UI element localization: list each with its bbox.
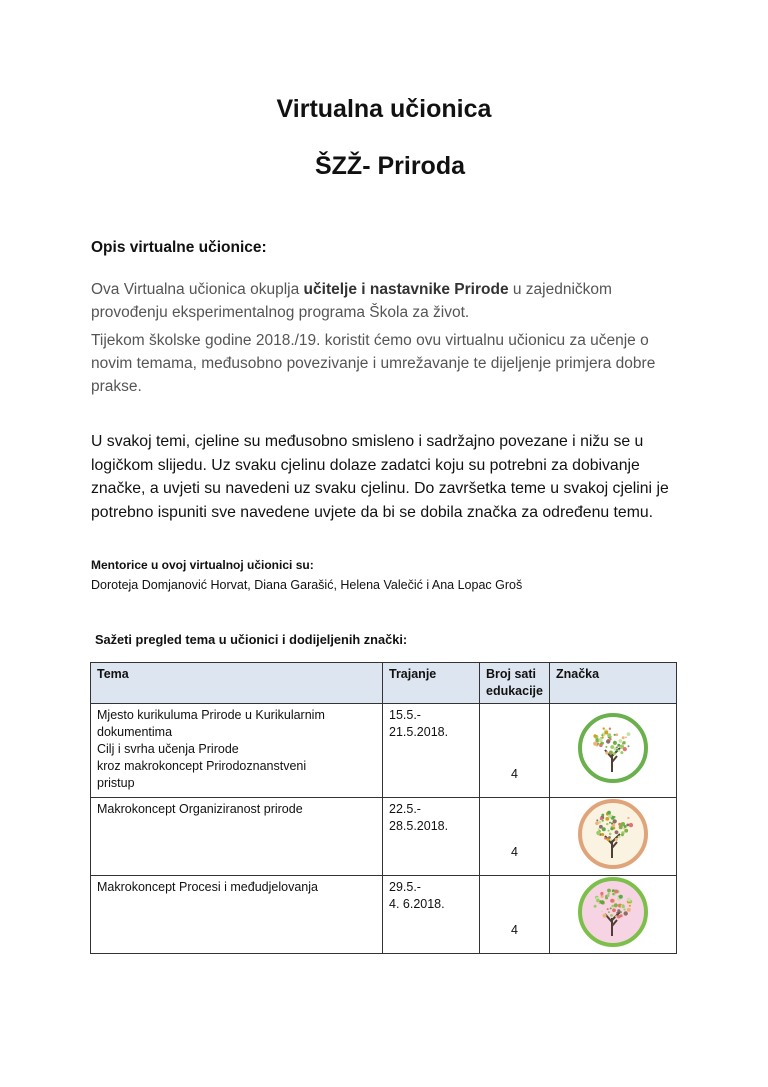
description-paragraph-3: U svakoj temi, cjeline su međusobno smisleno i sadržajno povezane i nižu se u logičkom slijedu. Uz svaku cjelinu dolaze zadatci koju su potrebni za dobivanje značke, a uvjeti su navedeni uz svaku cjelinu. Do završetka teme u svakoj cjelini je potrebno ispuniti sve navedene uvjete da bi se dobila značka za određenu temu. [91, 433, 669, 521]
tree-badge-icon [577, 876, 649, 948]
topic-line: pristup [97, 776, 135, 790]
badge-cell [550, 876, 677, 954]
hours-cell: 4 [480, 704, 550, 798]
table-row [91, 798, 677, 876]
header-topic: Tema [91, 663, 383, 704]
description-heading: Opis virtualne učionice: [91, 239, 267, 256]
mentors-heading: Mentorice u ovoj virtualnoj učionici su: [91, 558, 314, 572]
topic-cell [91, 876, 383, 954]
hours-cell: 4 [480, 798, 550, 876]
header-badge: Značka [550, 663, 677, 704]
summary-heading: Sažeti pregled tema u učionici i dodijeljenih znački: [95, 632, 408, 647]
topic-line: dokumentima [97, 725, 173, 739]
table-header-row [91, 663, 677, 704]
header-duration: Trajanje [383, 663, 480, 704]
duration-line: 21.5.2018. [389, 725, 449, 739]
duration-line: 15.5.- [389, 708, 421, 722]
para1-bold-text: učitelje i nastavnike Prirode [303, 281, 509, 298]
topic-line: Cilj i svrha učenja Prirode [97, 742, 239, 756]
badge-cell [550, 798, 677, 876]
para1-text-end: u zajedničkom provođenju eksperimentalnog programa Škola za život. [91, 281, 612, 321]
document-subtitle: ŠZŽ- Priroda [314, 152, 465, 180]
topic-line: Makrokoncept Procesi i međudjelovanja [97, 880, 318, 894]
duration-cell [383, 876, 480, 954]
topic-line: Makrokoncept Organiziranost prirode [97, 802, 303, 816]
topic-line: kroz makrokoncept Prirodoznanstveni [97, 759, 307, 773]
topics-table [90, 662, 677, 954]
badge-cell [550, 704, 677, 798]
duration-cell [383, 798, 480, 876]
duration-line: 4. 6.2018. [389, 897, 445, 911]
duration-cell [383, 704, 480, 798]
mentors-names: Doroteja Domjanović Horvat, Diana Garašić, Helena Valečić i Ana Lopac Groš [91, 578, 523, 592]
description-paragraph-1 [91, 278, 681, 324]
table-row [91, 704, 677, 798]
tree-badge-icon [577, 712, 649, 784]
topic-line: Mjesto kurikuluma Prirode u Kurikularnim [97, 708, 325, 722]
duration-line: 29.5.- [389, 880, 421, 894]
para1-text-start: Ova Virtualna učionica okuplja [91, 281, 304, 298]
document-title: Virtualna učionica [276, 95, 492, 123]
topic-cell [91, 704, 383, 798]
table-row [91, 876, 677, 954]
description-paragraph-2: Tijekom školske godine 2018./19. koristit ćemo ovu virtualnu učionicu za učenje o novim temama, međusobno povezivanje i umrežavanje te dijeljenje primjera dobre prakse. [91, 332, 656, 395]
header-hours: Broj sati edukacije [480, 663, 550, 704]
duration-line: 22.5.- [389, 802, 421, 816]
tree-badge-icon [577, 798, 649, 870]
topic-cell [91, 798, 383, 876]
duration-line: 28.5.2018. [389, 819, 449, 833]
hours-cell: 4 [480, 876, 550, 954]
